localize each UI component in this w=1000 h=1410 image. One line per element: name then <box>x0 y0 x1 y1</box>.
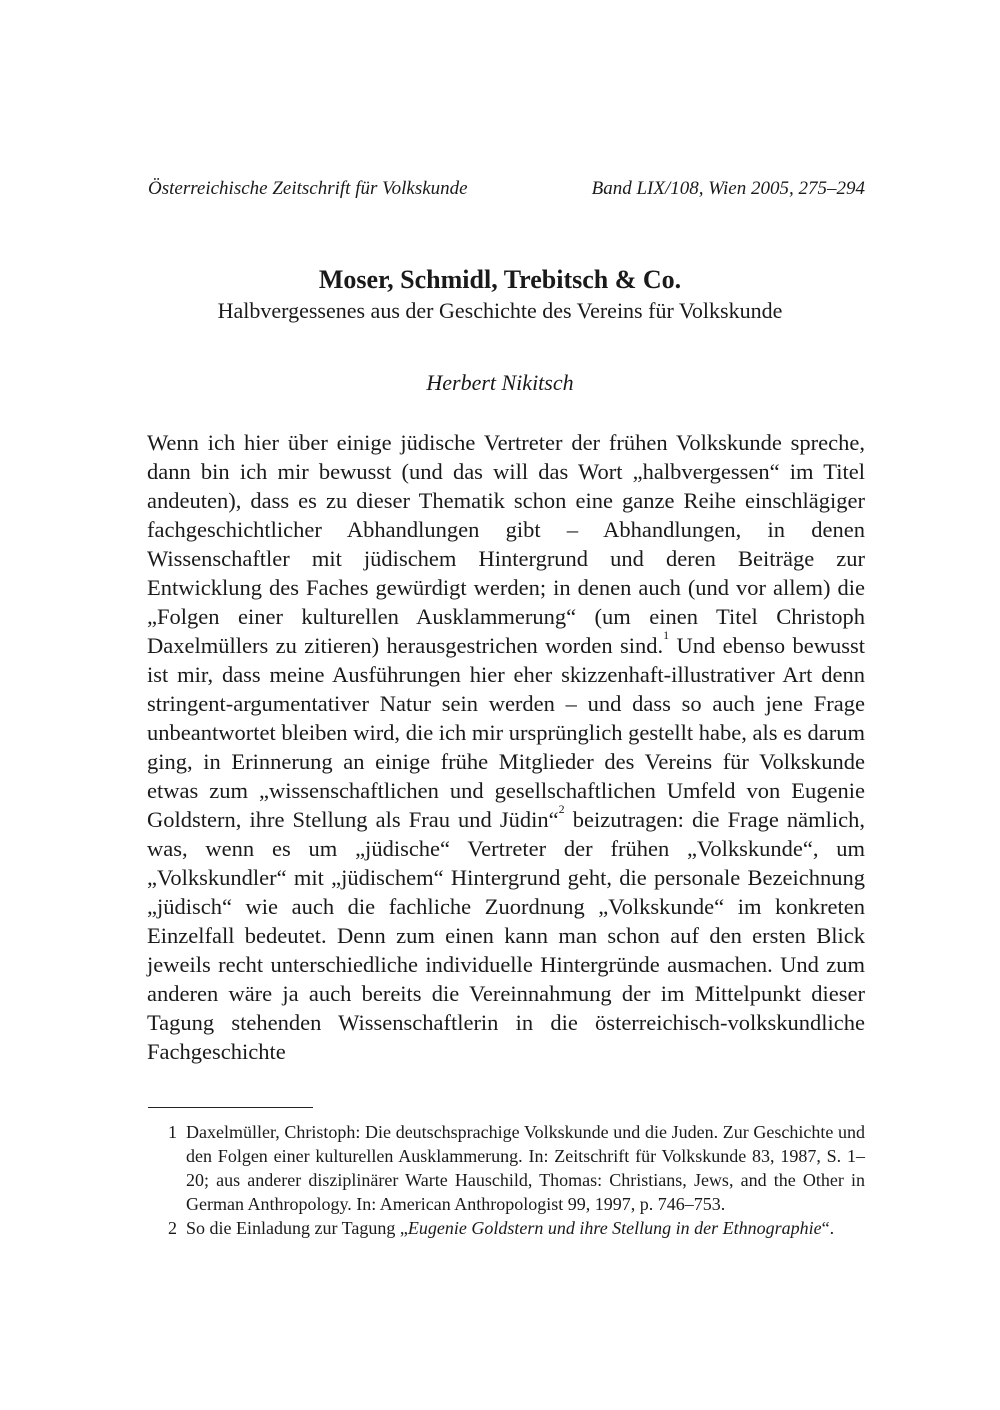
article-title: Moser, Schmidl, Trebitsch & Co. <box>318 265 682 294</box>
footnote-separator <box>148 1107 313 1108</box>
title-block <box>100 264 900 326</box>
article-subtitle: Halbvergessenes aus der Geschichte des Vereins für Volkskunde <box>217 298 783 323</box>
footnote-ref-2[interactable]: 2 <box>558 802 565 816</box>
body-paragraph <box>147 428 865 1066</box>
footnote-1 <box>168 1120 865 1216</box>
footnote-text-pre: So die Einladung zur Tagung „ <box>186 1218 408 1238</box>
footnote-text-italic: Eugenie Goldstern und ihre Stellung in der Ethnographie <box>407 1218 822 1238</box>
footnote-2 <box>168 1216 865 1240</box>
body-text-part-2: Und ebenso bewusst ist mir, dass meine Ausführungen hier eher skizzenhaft-illustrativer Art denn stringent-argumentativer Natur sein werden – und dass so auch jene Frage unbeantwortet bleiben wird, die ich mir ursprünglich gestellt habe, als es darum ging, in Erinnerung an einige frühe Mitglieder des Vereins für Volkskunde etwas zum „wissenschaftlichen und gesellschaftlichen Umfeld von Eugenie Goldstern, ihre Stellung als Frau und Jüdin“ <box>147 633 865 832</box>
volume-info: Band LIX/108, Wien 2005, 275–294 <box>591 178 865 199</box>
journal-name: Österreichische Zeitschrift für Volkskunde <box>148 178 468 199</box>
running-header <box>148 178 865 200</box>
body-text-part-3: beizutragen: die Frage nämlich, was, wenn es um „jüdische“ Vertreter der frühen „Volkskunde“, um „Volkskundler“ mit „jüdischem“ Hintergrund geht, die personale Bezeichnung „jüdisch“ wie auch die fachliche Zuordnung „Volkskunde“ im konkreten Einzelfall bedeutet. Denn zum einen kann man schon auf den ersten Blick jeweils recht unterschiedliche individuelle Hintergründe ausmachen. Und zum anderen wäre ja auch bereits die Vereinnahmung der im Mittelpunkt dieser Tagung stehenden Wissenschaftlerin in die österreichisch-volkskundliche Fachgeschichte <box>147 807 865 1064</box>
footnote-number: 1 <box>168 1122 177 1142</box>
footnote-text <box>186 1216 865 1240</box>
footnote-text-post: “. <box>821 1218 835 1238</box>
article-author: Herbert Nikitsch <box>426 370 574 395</box>
footnote-ref-1[interactable]: 1 <box>663 628 670 642</box>
footnotes <box>168 1120 865 1240</box>
footnote-text: Daxelmüller, Christoph: Die deutschsprachige Volkskunde und die Juden. Zur Geschichte und den Folgen einer kulturellen Ausklammerung. In: Zeitschrift für Volkskunde 83, 1987, S. 1–20; aus anderer disziplinärer Warte Hauschild, Thomas: Christians, Jews, and the Other in German Anthropology. In: American Anthropologist 99, 1997, p. 746–753. <box>186 1122 865 1214</box>
body-text-part-1: Wenn ich hier über einige jüdische Vertreter der frühen Volkskunde spreche, dann bin ich mir bewusst (und das will das Wort „halbvergessen“ im Titel andeuten), dass es zu dieser Thematik schon eine ganze Reihe einschlägiger fachgeschichtlicher Abhandlungen gibt – Abhandlungen, in denen Wissenschaftler mit jüdischem Hintergrund und deren Beiträge zur Entwicklung des Faches gewürdigt werden; in denen auch (und vor allem) die „Folgen einer kulturellen Ausklammerung“ (um einen Titel Christoph Daxelmüllers zu zitieren) herausgestrichen worden sind. <box>147 430 865 658</box>
footnote-number: 2 <box>168 1218 177 1238</box>
